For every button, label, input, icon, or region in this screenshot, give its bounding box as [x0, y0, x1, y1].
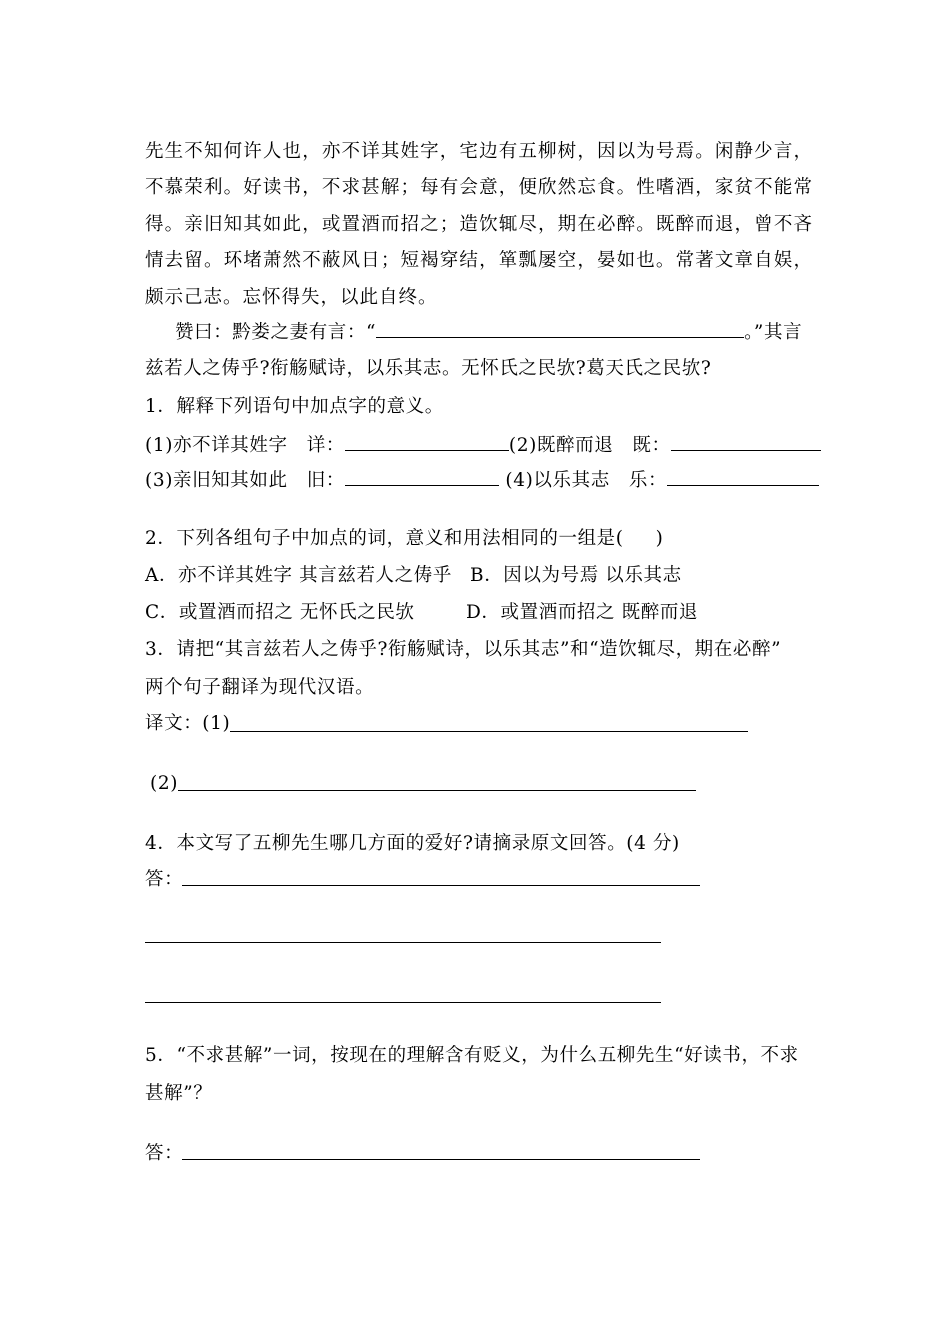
q1-item-1: (1)亦不详其姓字 详： — [145, 435, 345, 456]
q3-line-1: 3．请把“其言兹若人之俦乎?衔觞赋诗，以乐其志”和“造饮辄尽，期在必醉” — [145, 639, 782, 660]
q3-answer-line-1[interactable] — [230, 731, 748, 732]
q2-option-a: A．亦不详其姓字 其言兹若人之俦乎 — [145, 565, 452, 586]
q5-line-2: 甚解”？ — [145, 1083, 213, 1104]
q1-row-1 — [145, 433, 821, 458]
q1-blank-3[interactable] — [345, 468, 499, 486]
q2-option-b: B．因以为号焉 以乐其志 — [470, 565, 682, 586]
zan-suffix: 。”其言 — [744, 322, 803, 343]
q4-answer-line-1[interactable] — [182, 885, 700, 886]
zan-line — [175, 320, 802, 345]
q1-item-4: (4)以乐其志 乐： — [505, 470, 668, 491]
passage-text: 先生不知何许人也，亦不详其姓字，宅边有五柳树，因以为号焉。闲静少言，不慕荣利。好读书，不求甚解；每有会意，便欣然忘食。性嗜酒，家贫不能常得。亲旧知其如此，或置酒而招之；造饮辄尽，期在必醉。既醉而退，曾不吝情去留。环堵萧然不蔽风日；短褐穿结，箪瓢屡空，晏如也。常著文章自娱，颇示己志。忘怀得失，以此自终。 — [145, 141, 813, 308]
q4-answer-label: 答： — [145, 869, 184, 890]
q3-label-2: (2) — [150, 773, 179, 794]
q2-stem-text: 2．下列各组句子中加点的词，意义和用法相同的一组是( — [145, 528, 624, 549]
q2-stem — [145, 527, 663, 551]
q5-line-1: 5．“不求甚解”一词，按现在的理解含有贬义，为什么五柳先生“好读书，不求 — [145, 1045, 799, 1066]
q1-stem: 1．解释下列语句中加点字的意义。 — [145, 396, 444, 417]
q3-answer-line-2[interactable] — [178, 790, 696, 791]
q1-item-2: (2)既醉而退 既： — [508, 435, 671, 456]
q2-stem-close: ) — [655, 528, 664, 549]
q2-option-c: C．或置酒而招之 无怀氏之民欤 — [145, 602, 415, 623]
zan-blank[interactable] — [376, 320, 744, 338]
q4-stem: 4．本文写了五柳先生哪几方面的爱好?请摘录原文回答。(4 分) — [145, 833, 680, 854]
q1-blank-4[interactable] — [667, 468, 819, 486]
q1-blank-2[interactable] — [671, 433, 821, 451]
zan-line-2: 兹若人之俦乎?衔觞赋诗，以乐其志。无怀氏之民欤?葛天氏之民欤? — [145, 358, 712, 379]
q3-label-1: 译文：(1) — [145, 713, 231, 734]
q1-blank-1[interactable] — [345, 433, 509, 451]
q5-answer-line[interactable] — [182, 1159, 700, 1160]
q1-row-2 — [145, 468, 819, 493]
q4-answer-line-3[interactable] — [145, 1002, 661, 1003]
q1-item-3: (3)亲旧知其如此 旧： — [145, 470, 345, 491]
q2-option-d: D．或置酒而招之 既醉而退 — [466, 602, 699, 623]
q4-answer-line-2[interactable] — [145, 942, 661, 943]
zan-prefix: 赞曰：黔娄之妻有言：“ — [175, 322, 377, 343]
q3-line-2: 两个句子翻译为现代汉语。 — [145, 677, 375, 698]
q5-answer-label: 答： — [145, 1143, 184, 1164]
